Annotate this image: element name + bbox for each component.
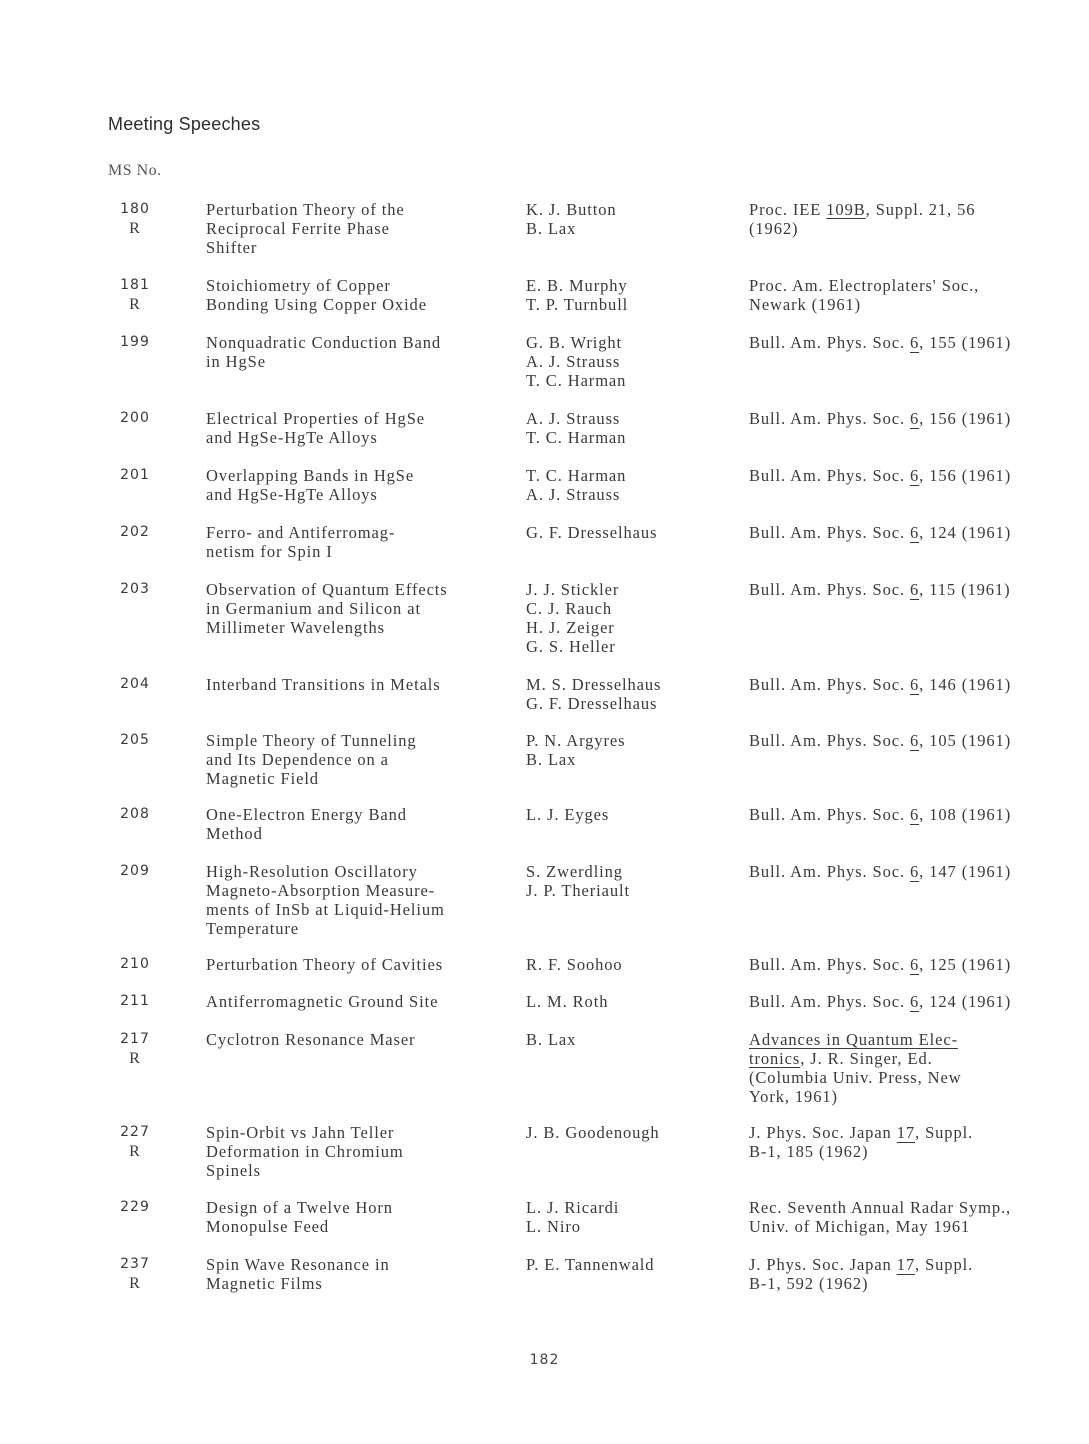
reference-line — [749, 295, 979, 314]
ms-number-cell — [100, 1030, 170, 1068]
title-cell — [206, 466, 414, 504]
title-cell — [206, 409, 425, 447]
reference-line — [749, 1142, 973, 1161]
author-name: S. Zwerdling — [526, 862, 623, 881]
ms-number: 201 — [120, 467, 150, 483]
reference-line — [749, 955, 1011, 974]
authors-cell — [526, 1198, 619, 1236]
title-line: Electrical Properties of HgSe — [206, 409, 425, 428]
reference-line — [749, 1049, 962, 1068]
author-name: C. J. Rauch — [526, 599, 612, 618]
reference-cell — [749, 731, 1011, 750]
ms-number: 204 — [120, 676, 150, 692]
ms-number-cell — [100, 675, 170, 694]
reference-line — [749, 1087, 962, 1106]
author-name: G. F. Dresselhaus — [526, 523, 658, 542]
author-name: G. B. Wright — [526, 333, 622, 352]
reference-cell — [749, 675, 1011, 694]
reference-text: Bull. Am. Phys. Soc. — [749, 955, 911, 974]
author-name: G. F. Dresselhaus — [526, 694, 658, 713]
title-cell — [206, 276, 427, 314]
ms-revision-marker: R — [129, 220, 141, 237]
reference-cell — [749, 523, 1011, 542]
author-name: L. J. Eyges — [526, 805, 610, 824]
reference-cell — [749, 992, 1011, 1011]
title-line: Observation of Quantum Effects — [206, 580, 448, 599]
title-cell — [206, 1255, 390, 1293]
ms-number-cell — [100, 409, 170, 428]
reference-underlined: 17 — [896, 1255, 916, 1274]
reference-text: Bull. Am. Phys. Soc. — [749, 580, 911, 599]
author-name: E. B. Murphy — [526, 276, 628, 295]
author-name: A. J. Strauss — [526, 485, 621, 504]
title-cell — [206, 1198, 393, 1236]
title-line: Method — [206, 824, 263, 843]
reference-line — [749, 805, 1011, 824]
reference-text: J. Phys. Soc. Japan — [749, 1255, 897, 1274]
ms-number-cell — [100, 955, 170, 974]
reference-text: (Columbia Univ. Press, New — [749, 1068, 962, 1087]
author-name: B. Lax — [526, 1030, 577, 1049]
title-cell — [206, 805, 407, 843]
reference-line — [749, 862, 1011, 881]
title-line: Cyclotron Resonance Maser — [206, 1030, 416, 1049]
ms-number: 227 — [120, 1124, 150, 1140]
author-name: K. J. Button — [526, 200, 617, 219]
ms-number-cell — [100, 580, 170, 599]
reference-cell — [749, 805, 1011, 824]
title-line: Shifter — [206, 238, 258, 257]
reference-underlined: 6 — [910, 409, 920, 428]
reference-text: (1962) — [749, 219, 799, 238]
reference-line — [749, 731, 1011, 750]
ms-number-cell — [100, 200, 170, 238]
title-line: Millimeter Wavelengths — [206, 618, 386, 637]
reference-cell — [749, 1198, 1011, 1236]
reference-underlined: 6 — [910, 333, 920, 352]
title-line: Magnetic Field — [206, 769, 319, 788]
reference-text: , 124 (1961) — [919, 992, 1012, 1011]
author-name: J. J. Stickler — [526, 580, 620, 599]
authors-cell — [526, 466, 626, 504]
reference-line — [749, 200, 975, 219]
ms-number: 205 — [120, 732, 150, 748]
reference-line — [749, 992, 1011, 1011]
title-cell — [206, 1030, 415, 1049]
title-line: and Its Dependence on a — [206, 750, 389, 769]
reference-text: Bull. Am. Phys. Soc. — [749, 409, 911, 428]
authors-cell — [526, 580, 619, 656]
authors-cell — [526, 862, 630, 900]
title-line: and HgSe-HgTe Alloys — [206, 485, 378, 504]
title-cell — [206, 1123, 404, 1180]
reference-text: Bull. Am. Phys. Soc. — [749, 675, 911, 694]
title-line: Interband Transitions in Metals — [206, 675, 441, 694]
reference-text: Bull. Am. Phys. Soc. — [749, 992, 911, 1011]
ms-revision-marker: R — [129, 1275, 141, 1292]
title-line: Design of a Twelve Horn — [206, 1198, 393, 1217]
title-line: Stoichiometry of Copper — [206, 276, 391, 295]
reference-underlined: 109B — [826, 200, 866, 219]
title-line: Magneto-Absorption Measure- — [206, 881, 436, 900]
reference-text: Proc. IEE — [749, 200, 827, 219]
title-line: Spinels — [206, 1161, 261, 1180]
authors-cell — [526, 731, 625, 769]
ms-number: 200 — [120, 410, 150, 426]
title-line: Bonding Using Copper Oxide — [206, 295, 427, 314]
title-cell — [206, 333, 441, 371]
ms-number: 217 — [120, 1031, 150, 1047]
reference-underlined: 6 — [910, 955, 920, 974]
title-line: Monopulse Feed — [206, 1217, 330, 1236]
ms-number: 237 — [120, 1256, 150, 1272]
reference-cell — [749, 1030, 962, 1106]
ms-number-cell — [100, 862, 170, 881]
ms-number: 180 — [120, 201, 150, 217]
title-line: High-Resolution Oscillatory — [206, 862, 418, 881]
author-name: A. J. Strauss — [526, 352, 621, 371]
reference-line — [749, 523, 1011, 542]
ms-number: 210 — [120, 956, 150, 972]
page-number: 182 — [529, 1352, 560, 1368]
author-name: M. S. Dresselhaus — [526, 675, 662, 694]
reference-text: , Suppl. — [915, 1123, 974, 1142]
reference-text: York, 1961) — [749, 1087, 838, 1106]
reference-cell — [749, 1123, 973, 1161]
title-cell — [206, 955, 443, 974]
title-cell — [206, 200, 405, 257]
reference-text: , 105 (1961) — [919, 731, 1012, 750]
reference-line — [749, 333, 1011, 352]
title-line: and HgSe-HgTe Alloys — [206, 428, 378, 447]
author-name: P. N. Argyres — [526, 731, 626, 750]
ms-number: 208 — [120, 806, 150, 822]
reference-cell — [749, 580, 1010, 599]
authors-cell — [526, 1255, 654, 1274]
author-name: L. Niro — [526, 1217, 581, 1236]
ms-number-cell — [100, 992, 170, 1011]
reference-underlined: 6 — [910, 580, 920, 599]
reference-text: Bull. Am. Phys. Soc. — [749, 805, 911, 824]
reference-text: , 147 (1961) — [919, 862, 1012, 881]
title-line: Spin Wave Resonance in — [206, 1255, 390, 1274]
reference-cell — [749, 333, 1011, 352]
reference-text: B-1, 592 (1962) — [749, 1274, 869, 1293]
reference-text: Rec. Seventh Annual Radar Symp., — [749, 1198, 1012, 1217]
reference-line — [749, 1123, 973, 1142]
ms-number: 211 — [120, 993, 150, 1009]
author-name: L. M. Roth — [526, 992, 609, 1011]
author-name: R. F. Soohoo — [526, 955, 623, 974]
reference-text: J. Phys. Soc. Japan — [749, 1123, 897, 1142]
reference-underlined: 6 — [910, 466, 920, 485]
ms-number-cell — [100, 466, 170, 485]
reference-line — [749, 1030, 962, 1049]
reference-line — [749, 1255, 973, 1274]
title-line: Antiferromagnetic Ground Site — [206, 992, 439, 1011]
section-title: Meeting Speeches — [108, 114, 261, 134]
reference-cell — [749, 200, 975, 238]
author-name: J. P. Theriault — [526, 881, 630, 900]
title-line: in HgSe — [206, 352, 266, 371]
ms-number: 181 — [120, 277, 150, 293]
authors-cell — [526, 1123, 660, 1142]
reference-line — [749, 1274, 973, 1293]
reference-underlined: tronics — [749, 1049, 801, 1068]
author-name: B. Lax — [526, 750, 577, 769]
ms-number-cell — [100, 805, 170, 824]
title-line: Perturbation Theory of the — [206, 200, 405, 219]
ms-number: 229 — [120, 1199, 150, 1215]
reference-underlined: 6 — [910, 731, 920, 750]
reference-text: , J. R. Singer, Ed. — [800, 1049, 933, 1068]
reference-cell — [749, 955, 1011, 974]
ms-number-cell — [100, 1198, 170, 1217]
author-name: J. B. Goodenough — [526, 1123, 660, 1142]
ms-number: 209 — [120, 863, 150, 879]
ms-revision-marker: R — [129, 296, 141, 313]
authors-cell — [526, 992, 608, 1011]
title-line: Magnetic Films — [206, 1274, 323, 1293]
title-line: Spin-Orbit vs Jahn Teller — [206, 1123, 395, 1142]
reference-line — [749, 219, 975, 238]
reference-text: , 125 (1961) — [919, 955, 1012, 974]
author-name: A. J. Strauss — [526, 409, 621, 428]
reference-text: , 115 (1961) — [919, 580, 1011, 599]
reference-text: Newark (1961) — [749, 295, 862, 314]
authors-cell — [526, 409, 626, 447]
reference-underlined: 6 — [910, 992, 920, 1011]
author-name: H. J. Zeiger — [526, 618, 615, 637]
ms-number: 203 — [120, 581, 150, 597]
reference-line — [749, 409, 1011, 428]
reference-text: Bull. Am. Phys. Soc. — [749, 523, 911, 542]
reference-line — [749, 675, 1011, 694]
ms-number: 199 — [120, 334, 150, 350]
title-cell — [206, 580, 448, 637]
authors-cell — [526, 200, 617, 238]
reference-line — [749, 466, 1011, 485]
title-line: ments of InSb at Liquid-Helium — [206, 900, 445, 919]
author-name: P. E. Tannenwald — [526, 1255, 655, 1274]
reference-underlined: Advances in Quantum Elec- — [749, 1030, 958, 1049]
author-name: T. P. Turnbull — [526, 295, 629, 314]
authors-cell — [526, 276, 628, 314]
author-name: T. C. Harman — [526, 428, 627, 447]
title-line: Deformation in Chromium — [206, 1142, 404, 1161]
reference-text: , 155 (1961) — [919, 333, 1012, 352]
reference-cell — [749, 276, 979, 314]
ms-number-cell — [100, 731, 170, 750]
authors-cell — [526, 333, 626, 390]
reference-text: , 156 (1961) — [919, 409, 1012, 428]
title-cell — [206, 992, 438, 1011]
title-cell — [206, 675, 441, 694]
title-cell — [206, 731, 417, 788]
ms-number-cell — [100, 276, 170, 314]
reference-text: , 124 (1961) — [919, 523, 1012, 542]
title-cell — [206, 862, 445, 938]
reference-line — [749, 1198, 1011, 1217]
title-line: Reciprocal Ferrite Phase — [206, 219, 390, 238]
authors-cell — [526, 955, 623, 974]
title-line: netism for Spin I — [206, 542, 333, 561]
title-line: One-Electron Energy Band — [206, 805, 407, 824]
ms-number-cell — [100, 1255, 170, 1293]
reference-text: , 108 (1961) — [919, 805, 1012, 824]
reference-cell — [749, 409, 1011, 428]
title-line: Ferro- and Antiferromag- — [206, 523, 396, 542]
ms-number-cell — [100, 523, 170, 542]
reference-underlined: 17 — [896, 1123, 916, 1142]
reference-cell — [749, 1255, 973, 1293]
reference-text: , Suppl. 21, 56 — [865, 200, 976, 219]
title-line: Simple Theory of Tunneling — [206, 731, 417, 750]
reference-line — [749, 580, 1010, 599]
author-name: L. J. Ricardi — [526, 1198, 620, 1217]
reference-line — [749, 1217, 1011, 1236]
authors-cell — [526, 1030, 576, 1049]
title-line: Nonquadratic Conduction Band — [206, 333, 442, 352]
reference-line — [749, 1068, 962, 1087]
title-line: in Germanium and Silicon at — [206, 599, 421, 618]
reference-text: Univ. of Michigan, May 1961 — [749, 1217, 971, 1236]
ms-number: 202 — [120, 524, 150, 540]
author-name: T. C. Harman — [526, 466, 627, 485]
reference-underlined: 6 — [910, 675, 920, 694]
reference-text: , 146 (1961) — [919, 675, 1012, 694]
reference-text: Bull. Am. Phys. Soc. — [749, 466, 911, 485]
reference-cell — [749, 466, 1011, 485]
ms-number-cell — [100, 333, 170, 352]
authors-cell — [526, 523, 657, 542]
ms-revision-marker: R — [129, 1050, 141, 1067]
reference-line — [749, 276, 979, 295]
author-name: T. C. Harman — [526, 371, 627, 390]
title-cell — [206, 523, 395, 561]
reference-text: B-1, 185 (1962) — [749, 1142, 869, 1161]
ms-number-cell — [100, 1123, 170, 1161]
reference-underlined: 6 — [910, 862, 920, 881]
column-label-ms-no: MS No. — [108, 162, 162, 179]
author-name: G. S. Heller — [526, 637, 616, 656]
title-line: Perturbation Theory of Cavities — [206, 955, 444, 974]
reference-text: Proc. Am. Electroplaters' Soc., — [749, 276, 980, 295]
ms-revision-marker: R — [129, 1143, 141, 1160]
authors-cell — [526, 675, 661, 713]
authors-cell — [526, 805, 609, 824]
reference-underlined: 6 — [910, 523, 920, 542]
reference-cell — [749, 862, 1011, 881]
title-line: Temperature — [206, 919, 300, 938]
reference-text: , Suppl. — [915, 1255, 974, 1274]
reference-text: , 156 (1961) — [919, 466, 1012, 485]
reference-text: Bull. Am. Phys. Soc. — [749, 333, 911, 352]
reference-underlined: 6 — [910, 805, 920, 824]
author-name: B. Lax — [526, 219, 577, 238]
title-line: Overlapping Bands in HgSe — [206, 466, 415, 485]
reference-text: Bull. Am. Phys. Soc. — [749, 862, 911, 881]
reference-text: Bull. Am. Phys. Soc. — [749, 731, 911, 750]
